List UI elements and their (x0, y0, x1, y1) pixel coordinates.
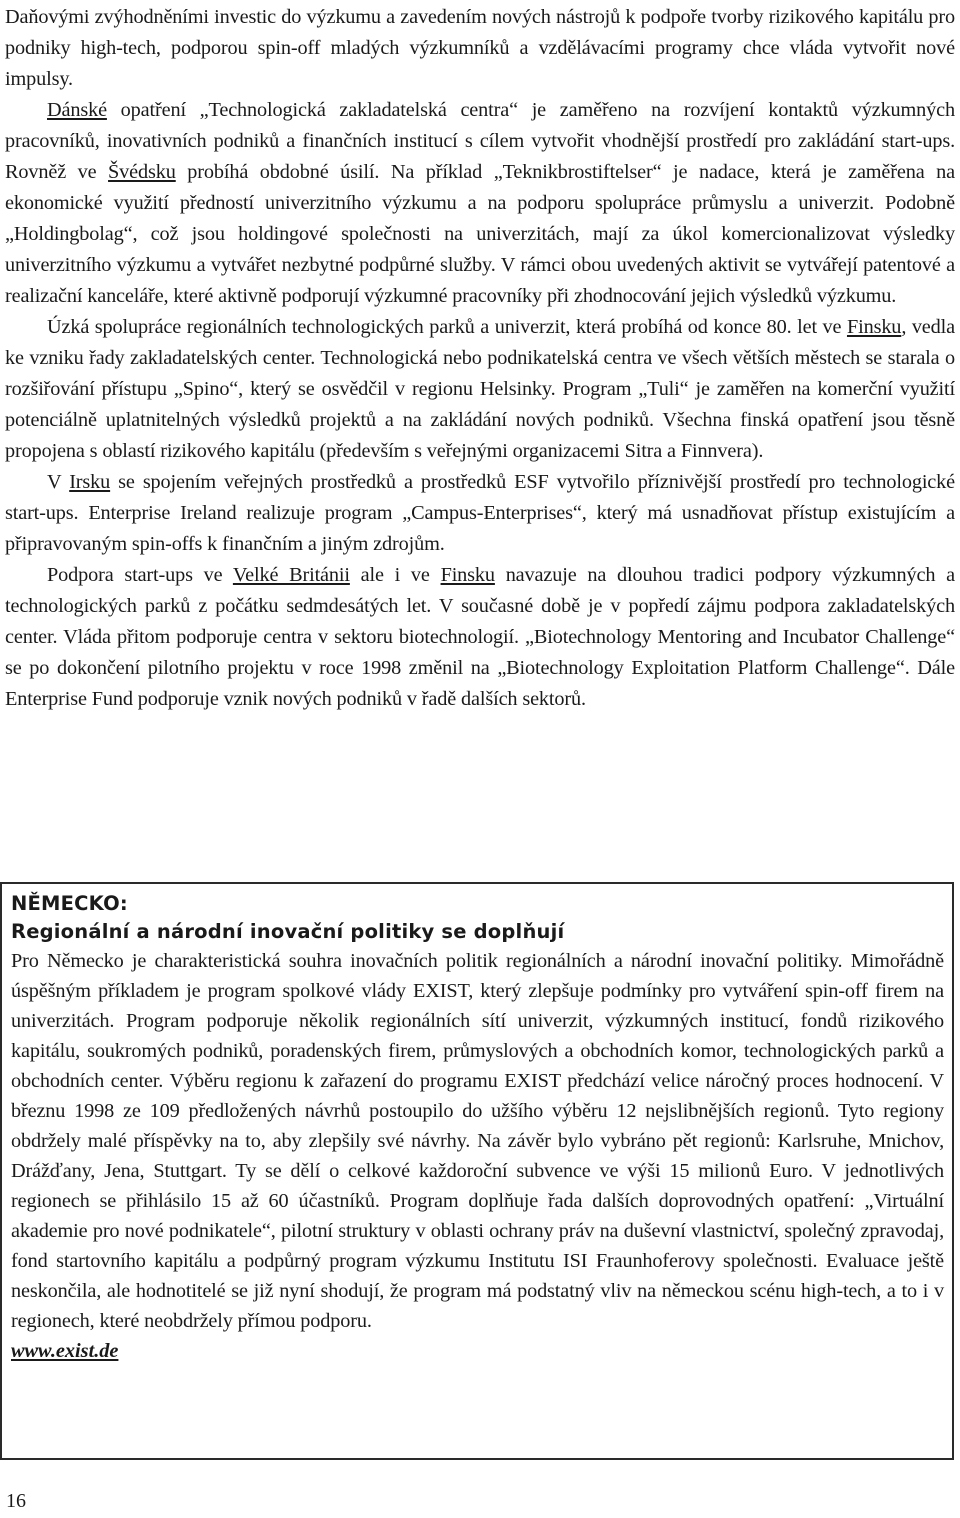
text-run: opatření „Technologická zakladatelská centra“ je zaměřeno na rozvíjení kontaktů výzkumných pracovníků, inovativních podniků a finančních institucí s cílem vytvořit vhodnější prostředí pro zakládání start-ups. Rovněž ve (5, 99, 955, 183)
paragraph (5, 312, 955, 467)
paragraph (5, 467, 955, 560)
page-number: 16 (6, 1490, 26, 1512)
paragraph (5, 560, 955, 715)
underlined-term: Finsku (440, 564, 495, 586)
text-run: V (47, 471, 70, 493)
underlined-term: Švédsku (108, 161, 176, 183)
underlined-term: Dánské (47, 99, 107, 121)
text-run: Daňovými zvýhodněními investic do výzkumu a zavedením nových nástrojů k podpoře tvorby rizikového kapitálu pro podniky high-tech, podporou spin-off mladých výzkumníků a vzdělávacími programy chce vláda vytvořit nové impulsy. (5, 6, 955, 90)
exist-website-link[interactable]: www.exist.de (11, 1340, 119, 1362)
paragraph (5, 2, 955, 95)
text-run: Podpora start-ups ve (47, 564, 233, 586)
box-heading: NĚMECKO: (11, 892, 128, 915)
main-text (5, 2, 955, 715)
paragraph (5, 95, 955, 312)
text-run: Úzká spolupráce regionálních technologických parků a univerzit, která probíhá od konce 80. let ve (47, 316, 847, 338)
text-run: se spojením veřejných prostředků a prostředků ESF vytvořilo příznivější prostředí pro technologické start-ups. Enterprise Ireland realizuje program „Campus-Enterprises“, který má usnadňovat přístup existujícím a připravovaným spin-offs k finančním a jiným zdrojům. (5, 471, 955, 555)
box-subheading: Regionální a národní inovační politiky se doplňují (11, 920, 565, 943)
text-run: ale i ve (349, 564, 441, 586)
text-run: , vedla ke vzniku řady zakladatelských center. Technologická nebo podnikatelská centra ve všech větších městech se starala o rozšiřování přístupu „Spino“, který se osvědčil v regionu Helsinky. Program „Tuli“ je zaměřen na komerční využití potenciálně uplatnitelných výsledků projektů a na zakládání nových podniků. Všechna finská opatření jsou těsně propojena s oblastí rizikového kapitálu (především s veřejnými organizacemi Sitra a Finnvera). (5, 316, 955, 462)
box-body-text: Pro Německo je charakteristická souhra inovačních politik regionálních a národní inovační politiky. Mimořádně úspěšným příkladem je program spolkové vlády EXIST, který zlepšuje podmínky pro vytváření spin-off firem na univerzitách. Program podporuje několik regionálních sítí univerzit, výzkumných institucí, fondů rizikového kapitálu, soukromých podniků, poradenských firem, průmyslových a obchodních komor, technologických parků a obchodních center. Výběru regionu k zařazení do programu EXIST předchází velice náročný proces hodnocení. V březnu 1998 ze 109 předložených návrhů postoupilo do užšího výběru 12 nejslibnějších regionů. Tyto regiony obdržely malé příspěvky na to, aby zlepšily své návrhy. Na závěr bylo vybráno pět regionů: Karlsruhe, Mnichov, Drážďany, Jena, Stuttgart. Ty se dělí o celkové každoroční subvence ve výši 15 milionů Euro. V jednotlivých regionech se přihlásilo 15 až 60 účastníků. Program doplňuje řada dalších doprovodných opatření: „Virtuální akademie pro nové podnikatele“, pilotní struktury v oblasti ochrany práv na duševní vlastnictví, společný zpravodaj, fond startovního kapitálu a podpůrný program výzkumu Institutu ISI Fraunhoferovy společnosti. Evaluace ještě neskončila, ale hodnotitelé se již nyní shodují, že program má podstatný vliv na německou scénu high-tech, a to i v regionech, které neobdržely přímou podporu. (11, 950, 944, 1332)
underlined-term: Finsku (846, 316, 902, 338)
text-run: probíhá obdobné úsilí. Na příklad „Teknikbrostiftelser“ je nadace, která je zaměřena na ekonomické využití předností univerzitního výzkumu a na podporu spolupráce průmyslu a univerzit. Podobně „Holdingbolag“, což jsou holdingové společnosti na univerzitách, mají za úkol komercionalizovat výsledky univerzitního výzkumu a vytvářet nezbytné podpůrné služby. V rámci obou uvedených aktivit se vytvářejí patentové a realizační kanceláře, které aktivně podporují výzkumné pracovníky při zhodnocování jejich výsledků výzkumu. (5, 161, 955, 307)
germany-info-box (0, 882, 954, 1460)
text-run: navazuje na dlouhou tradici podpory výzkumných a technologických parků z počátku sedmdesátých let. V současné době je v popředí zájmu podpora zakladatelských center. Vláda přitom podporuje centra v sektoru biotechnologií. „Biotechnology Mentoring and Incubator Challenge“ se po dokončení pilotního projektu v roce 1998 změnil na „Biotechnology Exploitation Platform Challenge“. Dále Enterprise Fund podporuje vznik nových podniků v řadě dalších sektorů. (5, 564, 955, 710)
underlined-term: Irsku (69, 471, 111, 493)
underlined-term: Velké Británii (232, 564, 350, 586)
